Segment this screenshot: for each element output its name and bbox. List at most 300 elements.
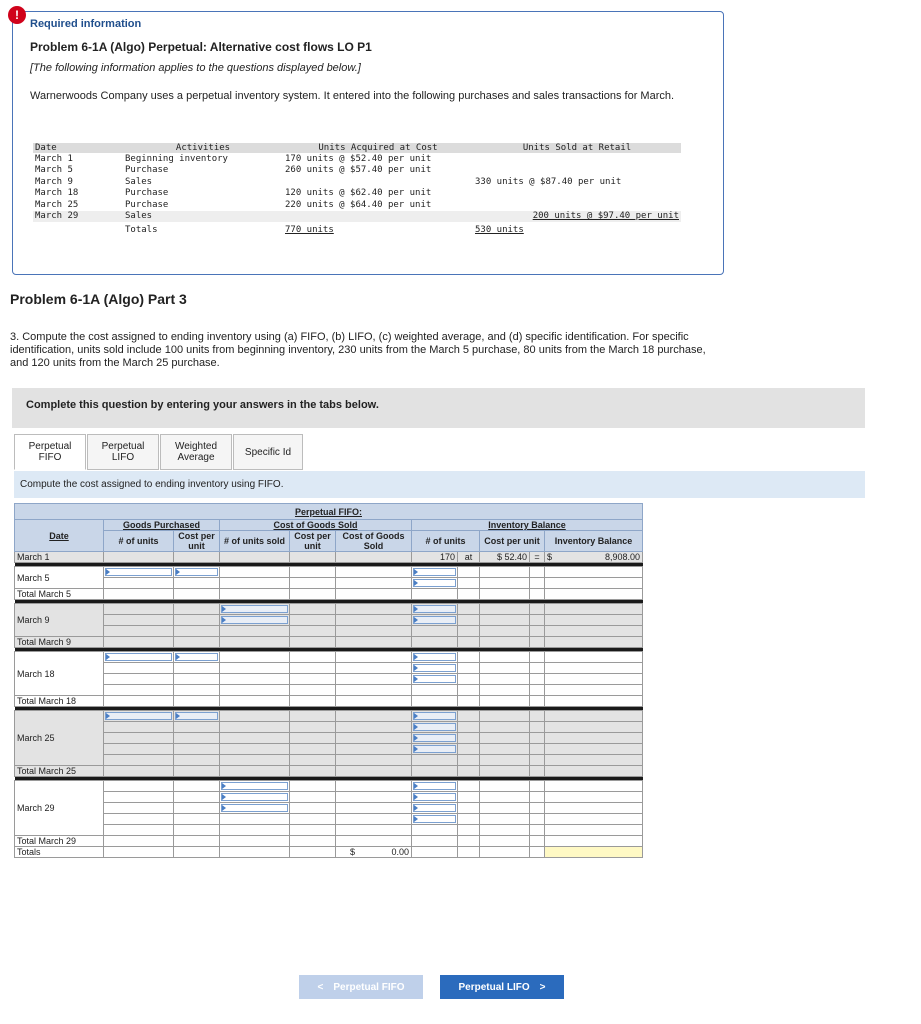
cell [290,711,336,722]
march5-units-input[interactable] [104,567,174,578]
cell [290,733,336,744]
cell [545,578,643,589]
cell [458,615,480,626]
march18-inv-units-input[interactable] [412,652,458,663]
cell [174,792,220,803]
march9-units-sold-input[interactable] [220,604,290,615]
march29-inv-units-input-4[interactable] [412,814,458,825]
col-cost-per-unit: Cost per unit [174,531,220,552]
cell [336,814,412,825]
table-row [33,165,681,177]
march5-inv-units-input[interactable] [412,567,458,578]
row-sold [473,153,681,165]
tab-perpetual-fifo[interactable] [14,434,86,470]
cell [290,755,336,766]
cell [104,552,174,563]
cell [336,615,412,626]
cell [545,814,643,825]
cell [290,766,336,777]
cell [174,626,220,637]
march25-units-input[interactable] [104,711,174,722]
march1-balance [545,552,643,563]
cell [220,552,290,563]
table-row [33,153,681,165]
march9-units-sold-input-2[interactable] [220,615,290,626]
next-tab-label: Perpetual LIFO [458,981,530,993]
row-march29 [15,781,643,792]
march25-inv-units-input-4[interactable] [412,744,458,755]
cell [412,847,458,858]
row-acquired: 220 units @ $64.40 per unit [285,199,432,210]
row-march9c [15,626,643,637]
row-march29b [15,792,643,803]
row-date: March 9 [35,176,73,187]
row-date: March 5 [35,165,73,176]
cell [174,685,220,696]
cell [480,792,530,803]
tab-label: Average [177,452,215,463]
cell [458,792,480,803]
cell [530,792,545,803]
march29-units-sold-input-3[interactable] [220,803,290,814]
cell [220,825,290,836]
cell [545,652,643,663]
cell [480,825,530,836]
cell [530,847,545,858]
cell [458,567,480,578]
cell [290,803,336,814]
row-date: March 18 [35,188,79,199]
prev-tab-button[interactable] [299,975,423,999]
march18-units-input[interactable] [104,652,174,663]
row-march25 [15,711,643,722]
cell [174,637,220,648]
cell [104,733,174,744]
cell [220,663,290,674]
cell [336,589,412,600]
group-inventory-balance: Inventory Balance [412,520,643,531]
cell [480,589,530,600]
cell [480,615,530,626]
row-march25c [15,733,643,744]
cell [458,836,480,847]
cell [174,733,220,744]
cell [412,755,458,766]
row-march29c [15,803,643,814]
tab-perpetual-lifo[interactable] [87,434,159,470]
cell [530,711,545,722]
cell [530,604,545,615]
cell [104,696,174,707]
instruction-bar [14,471,865,498]
cell [336,696,412,707]
transactions-table [33,143,681,235]
answer-tabs [14,434,304,470]
cogs-total-value: 0.00 [391,847,409,857]
cell [104,615,174,626]
cell [530,674,545,685]
cell [480,814,530,825]
cell [104,755,174,766]
cogs-total-currency: $ [350,847,356,857]
cell [174,589,220,600]
cell [530,781,545,792]
row-march1 [15,552,643,563]
row-activity: Purchase [125,165,169,176]
cell [174,803,220,814]
cell [174,766,220,777]
march29-inv-units-input-3[interactable] [412,803,458,814]
march5-cost-input[interactable] [174,567,220,578]
col-date: Date [15,520,104,552]
cogs-total [336,847,412,858]
cell [480,766,530,777]
grid-title [15,504,643,520]
row-total-march18 [15,696,643,707]
row-march18d [15,685,643,696]
row-march25d [15,744,643,755]
cell [480,652,530,663]
cell [220,685,290,696]
cell [545,626,643,637]
cell [336,711,412,722]
cell [336,674,412,685]
cell [545,803,643,814]
row-activity: Purchase [125,199,169,210]
cell [220,696,290,707]
cell [220,626,290,637]
march25-inv-units-input[interactable] [412,711,458,722]
march29-inv-units-input-2[interactable] [412,792,458,803]
cell [412,637,458,648]
cell [545,567,643,578]
cell [545,674,643,685]
cell [530,722,545,733]
march25-label: March 25 [15,711,104,766]
cell [458,685,480,696]
header-sold: Units Sold at Retail [473,143,681,153]
row-march25b [15,722,643,733]
total-march29-label: Total March 29 [15,836,104,847]
cell [290,825,336,836]
cell [336,652,412,663]
row-march18 [15,652,643,663]
col-inv-cost-per-unit: Cost per unit [480,531,545,552]
cell [530,685,545,696]
cell [104,637,174,648]
cell [290,836,336,847]
instruction-text: Compute the cost assigned to ending inventory using FIFO. [20,479,284,490]
tab-specific-id[interactable] [233,434,303,470]
cell [458,744,480,755]
cell [530,836,545,847]
cell [174,674,220,685]
cell [458,766,480,777]
march5-label: March 5 [15,567,104,589]
cell [545,637,643,648]
march18-cost-input[interactable] [174,652,220,663]
cell [104,604,174,615]
cell [336,792,412,803]
cell [336,722,412,733]
cell [336,744,412,755]
problem-title: Problem 6-1A (Algo) Perpetual: Alternative cost flows LO P1 [30,40,372,54]
cell [458,781,480,792]
row-total-march9 [15,637,643,648]
cell [480,567,530,578]
cell [545,722,643,733]
complete-question-label: Complete this question by entering your answers in the tabs below. [26,399,379,411]
cell [458,755,480,766]
cell [174,781,220,792]
cell [336,781,412,792]
cell [545,755,643,766]
cell [104,722,174,733]
march25-inv-units-input-3[interactable] [412,733,458,744]
col-units-sold: # of units sold [220,531,290,552]
group-cogs: Cost of Goods Sold [220,520,412,531]
problem-note: [The following information applies to the questions displayed below.] [30,62,361,74]
cell [480,836,530,847]
cell [290,674,336,685]
cell [412,825,458,836]
cell [545,781,643,792]
cell [480,685,530,696]
totals-row [33,222,681,235]
row-date: March 25 [35,199,79,210]
cell [104,825,174,836]
cell [290,792,336,803]
cell [458,589,480,600]
march9-inv-units-input[interactable] [412,604,458,615]
table-row [33,211,681,223]
row-acquired: 170 units @ $52.40 per unit [285,153,432,164]
march25-cost-input[interactable] [174,711,220,722]
cell [220,836,290,847]
part-title: Problem 6-1A (Algo) Part 3 [10,291,187,307]
cell [336,578,412,589]
ending-inventory-total[interactable] [545,847,643,858]
total-march18-label: Total March 18 [15,696,104,707]
cell [336,552,412,563]
tab-weighted-average[interactable] [160,434,232,470]
march9-label: March 9 [15,604,104,637]
march25-inv-units-input-2[interactable] [412,722,458,733]
cell [220,766,290,777]
cell [545,663,643,674]
cell [530,744,545,755]
cell [412,696,458,707]
march1-cost: $ 52.40 [480,552,530,563]
cell [545,711,643,722]
row-sold: 330 units @ $87.40 per unit [475,176,622,187]
cell [174,552,220,563]
cell [530,578,545,589]
cell [336,685,412,696]
cell [104,589,174,600]
cell [220,578,290,589]
cell [336,836,412,847]
row-totals [15,847,643,858]
cell [458,722,480,733]
cell [290,652,336,663]
cell [336,637,412,648]
chevron-right-icon: > [539,981,546,993]
complete-question-bar [12,388,865,428]
cell [174,696,220,707]
cell [412,626,458,637]
cell [530,663,545,674]
cell [290,722,336,733]
cell [174,755,220,766]
row-activity: Beginning inventory [125,153,228,164]
row-march9 [15,604,643,615]
cell [220,847,290,858]
cell [104,663,174,674]
march18-inv-units-input-2[interactable] [412,663,458,674]
cell [290,604,336,615]
header-activities: Activities [123,143,283,153]
cell [545,733,643,744]
cell [458,803,480,814]
cell [174,615,220,626]
cell [220,652,290,663]
cell [104,792,174,803]
table-row [33,188,681,200]
cell [545,792,643,803]
cell [174,744,220,755]
perpetual-fifo-grid [14,503,642,858]
cell [530,696,545,707]
next-tab-button[interactable] [440,975,564,999]
cell [290,567,336,578]
cell [174,836,220,847]
cell [530,825,545,836]
march9-inv-units-input-2[interactable] [412,615,458,626]
cell [530,814,545,825]
cell [458,652,480,663]
tab-label: Weighted [174,441,218,452]
cell [480,722,530,733]
march18-label: March 18 [15,652,104,696]
row-acquired [283,176,473,188]
cell [530,755,545,766]
cell [458,847,480,858]
cell [290,847,336,858]
cell [174,578,220,589]
cell [545,766,643,777]
cell [458,637,480,648]
cell [480,696,530,707]
row-march25e [15,755,643,766]
cell [412,766,458,777]
row-march5 [15,567,643,578]
march1-label: March 1 [15,552,104,563]
march1-eq: = [530,552,545,563]
cell [545,836,643,847]
cell [174,604,220,615]
cell [290,626,336,637]
cell [174,814,220,825]
cell [290,578,336,589]
march18-inv-units-input-3[interactable] [412,674,458,685]
prev-tab-label: Perpetual FIFO [333,981,405,993]
cell [480,781,530,792]
march5-inv-units-input-2[interactable] [412,578,458,589]
cell [480,847,530,858]
cell [290,663,336,674]
march29-units-sold-input-2[interactable] [220,792,290,803]
cell [530,733,545,744]
cell [480,711,530,722]
row-acquired [283,211,473,223]
cell [336,755,412,766]
cell [458,663,480,674]
cell [174,825,220,836]
cell [336,825,412,836]
cell [104,836,174,847]
row-acquired: 120 units @ $62.40 per unit [285,188,432,199]
header-date: Date [33,143,123,153]
cell [530,626,545,637]
cell [458,825,480,836]
required-info-label: Required information [30,18,142,30]
cell [458,674,480,685]
march29-units-sold-input[interactable] [220,781,290,792]
cell [458,604,480,615]
cell [174,663,220,674]
march1-currency: $ [547,552,553,562]
cell [530,615,545,626]
cell [530,652,545,663]
cell [220,711,290,722]
cell [480,663,530,674]
row-march9b [15,615,643,626]
cell [336,663,412,674]
cell [530,637,545,648]
cell [104,578,174,589]
cell [458,711,480,722]
cell [174,722,220,733]
cell [458,733,480,744]
row-activity: Sales [125,176,153,187]
cell [220,589,290,600]
cell [220,733,290,744]
col-cogs: Cost of Goods Sold [336,531,412,552]
march1-units: 170 [412,552,458,563]
tab-label: Specific Id [244,446,292,458]
cell [336,803,412,814]
cell [104,803,174,814]
totals-label: Totals [125,225,158,235]
table-row [33,176,681,188]
cell [336,733,412,744]
cell [290,615,336,626]
row-total-march25 [15,766,643,777]
cell [545,604,643,615]
chevron-left-icon: < [317,981,324,993]
cell [545,589,643,600]
cell [480,674,530,685]
cell [104,781,174,792]
row-acquired: 260 units @ $57.40 per unit [285,165,432,176]
grid-title-text: Perpetual FIFO: [294,506,362,517]
cell [336,766,412,777]
header-acquired: Units Acquired at Cost [283,143,473,153]
row-march29d [15,814,643,825]
cell [174,847,220,858]
march29-inv-units-input[interactable] [412,781,458,792]
